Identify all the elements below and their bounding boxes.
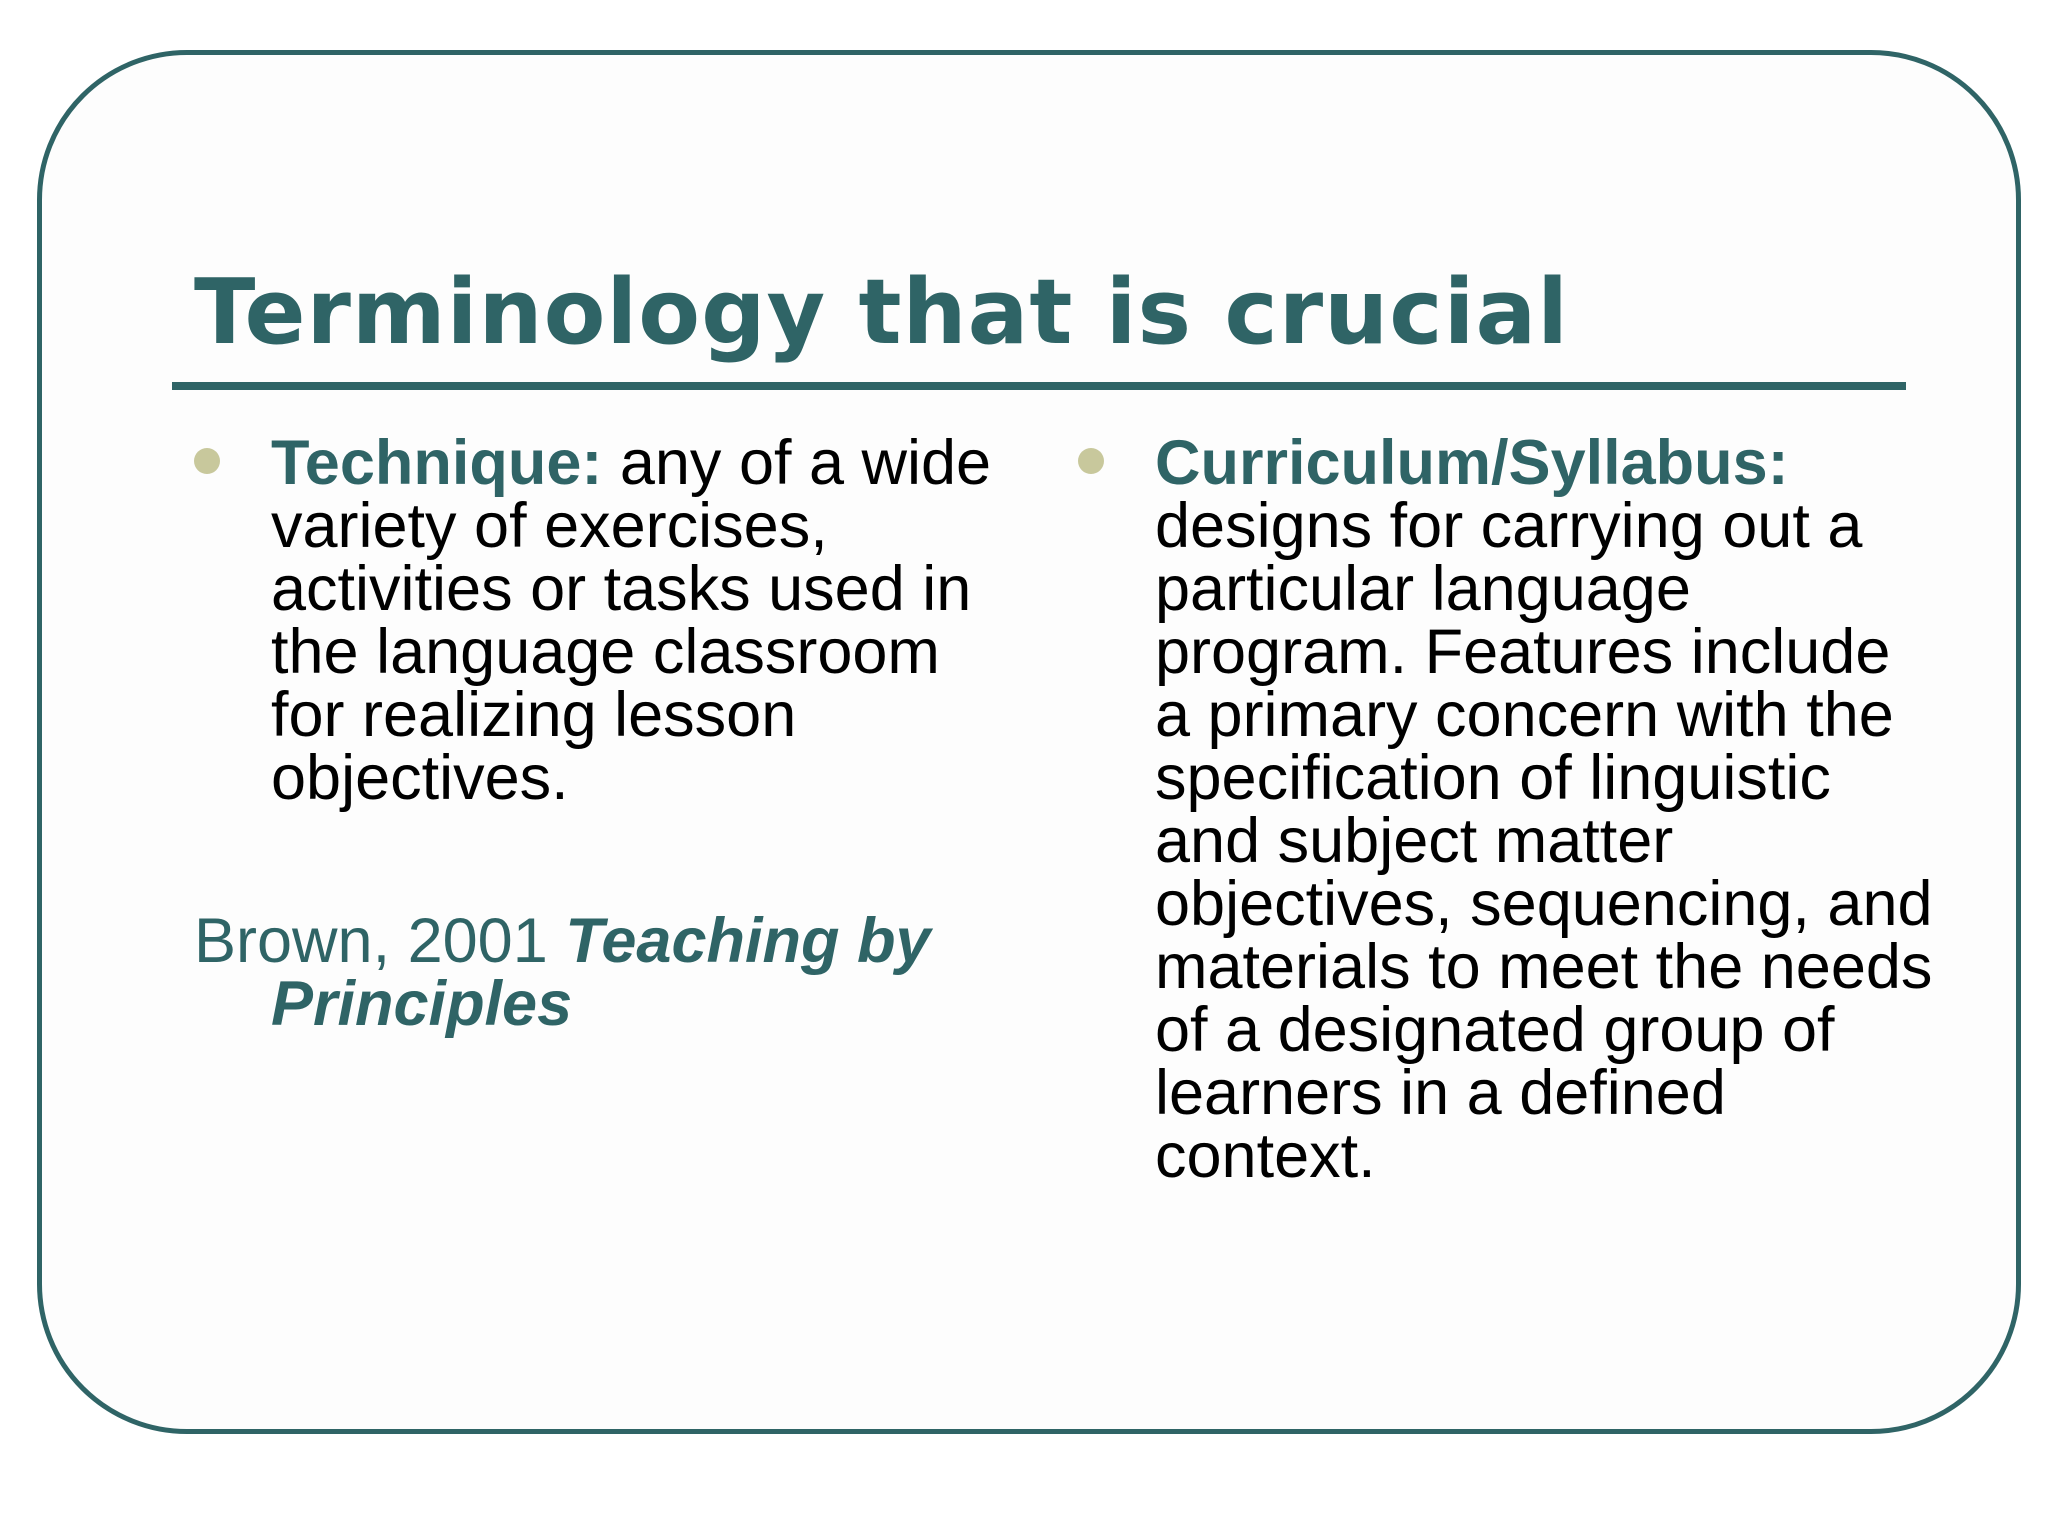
technique-bullet	[194, 428, 1024, 813]
citation-work: Teaching by Principles	[271, 906, 931, 1039]
right-column	[1078, 428, 1938, 1191]
left-column	[194, 428, 1024, 1039]
technique-term: Technique:	[271, 428, 603, 498]
citation-author: Brown, 2001	[194, 906, 548, 976]
curriculum-bullet	[1078, 428, 1938, 1191]
curriculum-term: Curriculum/Syllabus:	[1155, 428, 1789, 498]
technique-definition: any of a wide variety of exercises, activities or tasks used in the language classroom for realizing lesson objectives.	[271, 428, 992, 813]
curriculum-definition: designs for carrying out a particular language program. Features include a primary concern with the specification of linguistic and subject matter objectives, sequencing, and materials to meet the needs of a designated group of learners in a defined context.	[1155, 491, 1933, 1191]
title-underline	[172, 382, 1906, 390]
bullet-dot-icon	[1078, 448, 1104, 474]
slide-title: Terminology that is crucial	[194, 260, 1570, 365]
citation	[194, 906, 1024, 1039]
bullet-dot-icon	[194, 448, 220, 474]
